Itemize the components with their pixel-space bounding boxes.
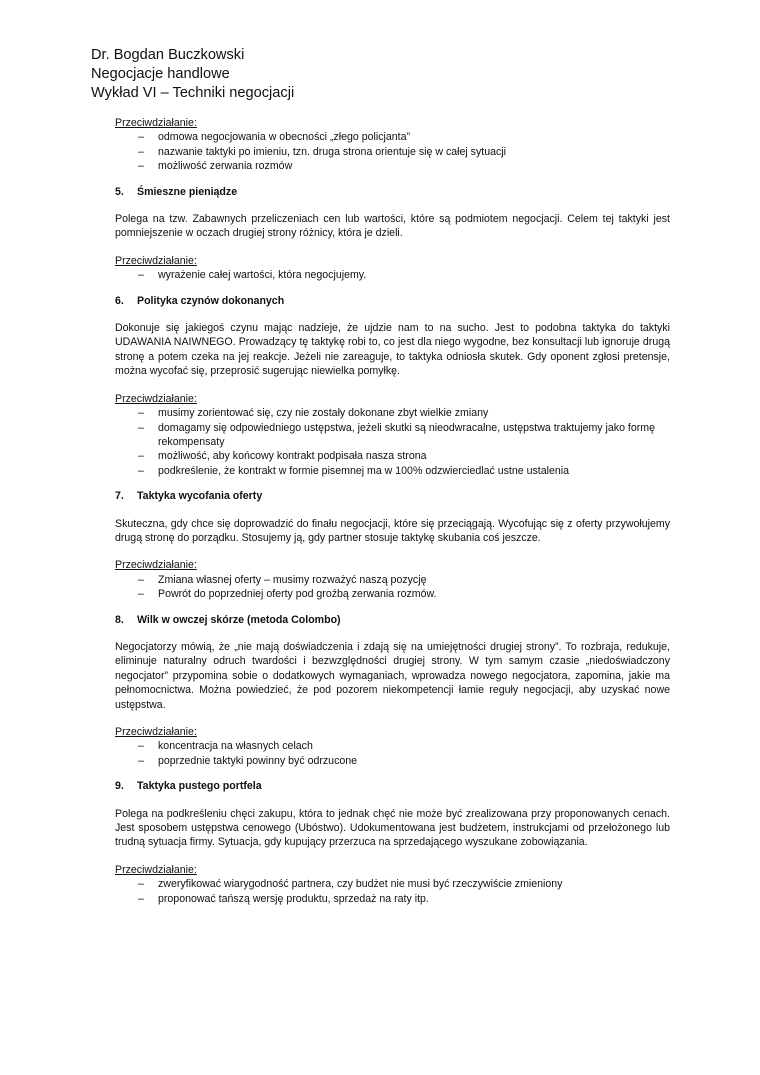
dash-bullet: – (138, 588, 144, 601)
section-title: Taktyka pustego portfela (137, 780, 262, 793)
counter-label: Przeciwdziałanie: (115, 863, 197, 876)
list-item (115, 754, 670, 768)
document-body (115, 116, 670, 906)
section-heading (115, 779, 670, 793)
counter-list (115, 877, 670, 906)
list-item-text: proponować tańszą wersję produktu, sprzedaż na raty itp. (158, 892, 429, 905)
list-item-text: Powrót do poprzedniej oferty pod groźbą zerwania rozmów. (158, 588, 437, 601)
section (115, 779, 670, 906)
counter-list (115, 130, 670, 173)
dash-bullet: – (138, 160, 144, 173)
counter-list (115, 268, 670, 282)
sections-container (115, 185, 670, 906)
list-item (115, 892, 670, 906)
list-item-text: poprzednie taktyki powinny być odrzucone (158, 754, 358, 767)
list-item (115, 449, 670, 463)
section-heading (115, 185, 670, 199)
list-item (115, 587, 670, 601)
list-item (115, 268, 670, 282)
section-paragraph: Polega na podkreśleniu chęci zakupu, która to jednak chęć nie może być zrealizowana przy proponowanych cenach. Jest sposobem ustępstwa cenowego (Ubóstwo). Udokumentowana jest budżetem, instrukcjami od przełożonego lub trudną sytuacja firmy. Sytuacja, gdy kupujący przerzuca na sprzedającego wyszukane zobowiązania. (115, 807, 670, 849)
list-item-text: Zmiana własnej oferty – musimy rozważyć naszą pozycję (158, 573, 427, 586)
dash-bullet: – (138, 421, 144, 434)
section-paragraph: Negocjatorzy mówią, że „nie mają doświadczenia i zdają się na umiejętności drugiej strony”. To rozbraja, redukuje, eliminuje naturalny odruch twardości i bezwzględności drugiej strony. W tym samym czasie „niedoświadczony negocjator” przypomina sobie o dodatkowych wymaganiach, wprowadza nowego negocjatora, zapomina, jakie ma pełnomocnictwa. Można powiedzieć, że pod pozorem niekompetencji łamie reguły negocjacji, aby uzyskać nowe ustępstwa. (115, 640, 670, 711)
section-heading (115, 489, 670, 503)
section-paragraph: Polega na tzw. Zabawnych przeliczeniach cen lub wartości, które są podmiotem negocjacji. Celem tej taktyki jest pomniejszenie w oczach drugiej strony różnicy, która je dzieli. (115, 213, 670, 240)
section-heading (115, 613, 670, 627)
list-item (115, 421, 670, 450)
document-header (91, 46, 294, 103)
list-item (115, 739, 670, 753)
counter-label: Przeciwdziałanie: (115, 392, 197, 405)
counter-list (115, 739, 670, 768)
section (115, 489, 670, 601)
counter-list (115, 573, 670, 602)
list-item (115, 406, 670, 420)
section (115, 185, 670, 283)
list-item-text: koncentracja na własnych celach (158, 740, 313, 753)
author-name: Dr. Bogdan Buczkowski (91, 47, 245, 63)
section-heading (115, 294, 670, 308)
dash-bullet: – (138, 464, 144, 477)
section-paragraph: Skuteczna, gdy chce się doprowadzić do finału negocjacji, które się przeciągają. Wycofując się z oferty przywołujemy drugą stronę do porządku. Stosujemy ją, gdy partner stosuje taktykę skubania coś jeszcze. (115, 517, 670, 544)
list-item: – możliwość zerwania rozmów (138, 160, 293, 173)
section (115, 294, 670, 478)
section-number: 7. (115, 490, 124, 503)
list-item-text: zweryfikować wiarygodność partnera, czy budżet nie musi być rzeczywiście zmieniony (158, 878, 563, 891)
counter-list (115, 406, 670, 478)
section (115, 613, 670, 769)
dash-bullet: – (138, 754, 144, 767)
section-title: Wilk w owczej skórze (metoda Colombo) (137, 613, 341, 626)
list-item-text: musimy zorientować się, czy nie zostały dokonane zbyt wielkie zmiany (158, 407, 489, 420)
list-item: – nazwanie taktyki po imieniu, tzn. druga strona orientuje się w całej sytuacji (138, 145, 507, 158)
section-paragraph: Dokonuje się jakiegoś czynu mając nadzieje, że ujdzie nam to na sucho. Jest to podobna taktyka do taktyki UDAWANIA NAIWNEGO. Prowadzący tę taktykę robi to, co jest dla niego wygodne, bez konsultacji lub ignoruje drugą stronę a potem czeka na jej reakcje. Jeżeli nie zareaguje, to taktyka odniosła skutek. Gdy oponent zgłosi pretensje, można wycofać się, przeprosić sugerując niewielka pomyłkę. (115, 322, 670, 378)
counter-label: Przeciwdziałanie: (115, 254, 197, 267)
counter-label: Przeciwdziałanie: (115, 559, 197, 572)
list-item-text: domagamy się odpowiedniego ustępstwa, jeżeli skutki są nieodwracalne, ustępstwa traktujemy jako formę rekompensaty (158, 421, 655, 448)
lecture-title: Wykład VI – Techniki negocjacji (91, 85, 295, 101)
dash-bullet: – (138, 145, 144, 158)
list-item-text: podkreślenie, że kontrakt w formie pisemnej ma w 100% odzwierciedlać ustne ustalenia (158, 464, 570, 477)
dash-bullet: – (138, 573, 144, 586)
dash-bullet: – (138, 450, 144, 463)
counter-label: Przeciwdziałanie: (115, 726, 197, 738)
section-number: 8. (115, 613, 124, 626)
dash-bullet: – (138, 269, 144, 282)
dash-bullet: – (138, 878, 144, 891)
course-title: Negocjacje handlowe (91, 66, 230, 82)
counter-label: Przeciwdziałanie: (115, 117, 197, 129)
dash-bullet: – (138, 892, 144, 905)
dash-bullet: – (138, 131, 144, 144)
section-title: Śmieszne pieniądze (137, 185, 238, 198)
list-item (115, 573, 670, 587)
list-item-text: wyrażenie całej wartości, która negocjujemy. (158, 269, 367, 282)
list-item (115, 464, 670, 478)
dash-bullet: – (138, 740, 144, 753)
section-number: 5. (115, 185, 124, 198)
section-number: 6. (115, 294, 124, 307)
section-number: 9. (115, 780, 124, 793)
list-item-text: możliwość, aby końcowy kontrakt podpisała nasza strona (158, 450, 427, 463)
section-title: Polityka czynów dokonanych (137, 294, 285, 307)
section-title: Taktyka wycofania oferty (137, 490, 263, 503)
list-item (115, 877, 670, 891)
dash-bullet: – (138, 407, 144, 420)
list-item: – odmowa negocjowania w obecności „złego policjanta” (138, 131, 411, 144)
